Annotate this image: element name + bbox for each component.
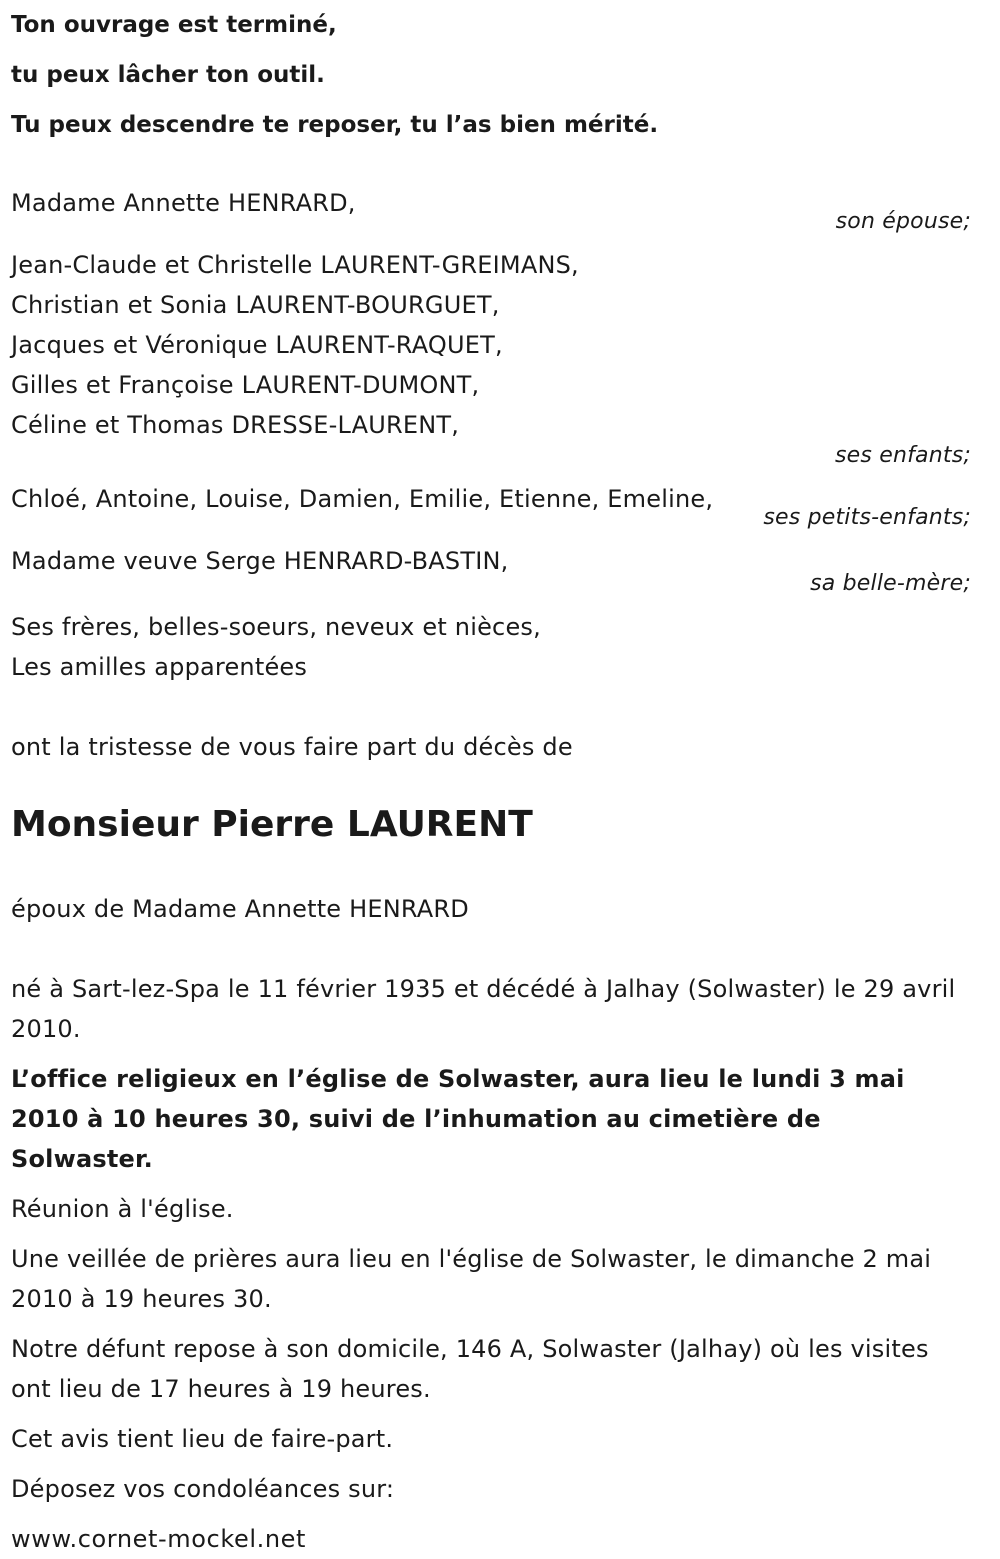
- family-section: [11, 183, 971, 687]
- obituary-notice: [0, 11, 980, 1559]
- notice-text: Cet avis tient lieu de faire-part.: [11, 1425, 394, 1453]
- vigil-text: Une veillée de prières aura lieu en l'église de Solwaster, le dimanche 2 mai 2010 à 19 heures 30.: [11, 1245, 932, 1313]
- child-entry: Jacques et Véronique LAURENT-RAQUET,: [11, 331, 503, 359]
- mother-in-law-name: Madame veuve Serge HENRARD-BASTIN,: [11, 547, 509, 575]
- service-details: L’office religieux en l’église de Solwaster, aura lieu le lundi 3 mai 2010 à 10 heures 30, suivi de l’inhumation au cimetière de Solwaster.: [11, 1065, 905, 1173]
- opening-poem: [11, 11, 971, 139]
- child-entry: Gilles et Françoise LAURENT-DUMONT,: [11, 371, 480, 399]
- spouse-role: son épouse;: [835, 209, 971, 234]
- children-role: ses enfants;: [834, 443, 971, 468]
- children-list: [11, 245, 971, 445]
- child-entry: Céline et Thomas DRESSE-LAURENT,: [11, 411, 460, 439]
- spouse-name: Madame Annette HENRARD,: [11, 189, 356, 217]
- meeting-text: Réunion à l'église.: [11, 1195, 234, 1223]
- child-entry: Jean-Claude et Christelle LAURENT-GREIMANS,: [11, 251, 579, 279]
- mother-in-law-role: sa belle-mère;: [810, 571, 971, 596]
- grandchildren-names: Chloé, Antoine, Louise, Damien, Emilie, Etienne, Emeline,: [11, 485, 714, 513]
- other-relatives: [11, 607, 971, 687]
- website-link[interactable]: www.cornet-mockel.net: [11, 1525, 307, 1553]
- spouse-of-text: époux de Madame Annette HENRARD: [11, 895, 469, 923]
- poem-line-2: tu peux lâcher ton outil.: [11, 62, 325, 88]
- child-entry: Christian et Sonia LAURENT-BOURGUET,: [11, 291, 500, 319]
- deceased-name: Monsieur Pierre LAURENT: [11, 804, 533, 845]
- rest-visits-text: Notre défunt repose à son domicile, 146 A, Solwaster (Jalhay) où les visites ont lieu de 17 heures à 19 heures.: [11, 1335, 929, 1403]
- poem-line-1: Ton ouvrage est terminé,: [11, 12, 337, 38]
- grandchildren-role: ses petits-enfants;: [763, 505, 971, 530]
- relatives-line: Les amilles apparentées: [11, 653, 308, 681]
- announcement-text: ont la tristesse de vous faire part du décès de: [11, 733, 573, 761]
- condolences-text: Déposez vos condoléances sur:: [11, 1475, 395, 1503]
- poem-line-3: Tu peux descendre te reposer, tu l’as bien mérité.: [11, 112, 659, 138]
- birth-death-text: né à Sart-lez-Spa le 11 février 1935 et décédé à Jalhay (Solwaster) le 29 avril 2010.: [11, 975, 956, 1043]
- relatives-line: Ses frères, belles-soeurs, neveux et nièces,: [11, 613, 541, 641]
